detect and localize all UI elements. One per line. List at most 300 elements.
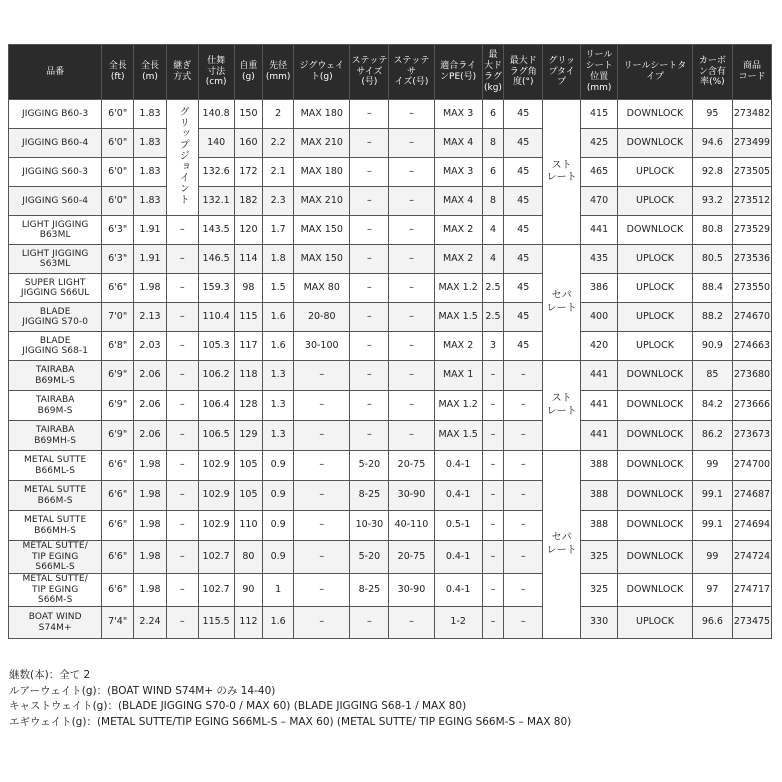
cell-angle: 45 bbox=[504, 274, 543, 303]
cell-joint: – bbox=[166, 274, 198, 303]
cell-tip: 0.9 bbox=[263, 541, 294, 574]
cell-sutte1: – bbox=[350, 303, 389, 332]
cell-code: 273550 bbox=[732, 274, 771, 303]
cell-seat_type: UPLOCK bbox=[618, 158, 693, 187]
cell-tip: 1.3 bbox=[263, 421, 294, 451]
cell-carbon: 97 bbox=[692, 574, 732, 607]
cell-sutte1: 8-25 bbox=[350, 481, 389, 511]
cell-jig: MAX 210 bbox=[294, 129, 350, 158]
cell-jig: 20-80 bbox=[294, 303, 350, 332]
cell-carbon: 99 bbox=[692, 451, 732, 481]
cell-jig: MAX 150 bbox=[294, 216, 350, 245]
cell-weight: 182 bbox=[234, 187, 263, 216]
cell-tip: 2.1 bbox=[263, 158, 294, 187]
cell-m: 1.98 bbox=[134, 481, 167, 511]
cell-jig: MAX 150 bbox=[294, 245, 350, 274]
cell-m: 1.98 bbox=[134, 451, 167, 481]
cell-pe: MAX 1.5 bbox=[434, 303, 482, 332]
table-body bbox=[9, 100, 772, 639]
cell-joint: – bbox=[166, 332, 198, 361]
header-cell: ジグウェイ ト(g) bbox=[294, 45, 350, 100]
table-row bbox=[9, 451, 772, 481]
cell-sutte2: 30-90 bbox=[389, 481, 434, 511]
cell-weight: 172 bbox=[234, 158, 263, 187]
cell-angle: 45 bbox=[504, 303, 543, 332]
cell-sutte2: – bbox=[389, 607, 434, 639]
cell-weight: 105 bbox=[234, 451, 263, 481]
cell-drag: 4 bbox=[482, 216, 504, 245]
cell-tip: 1.3 bbox=[263, 391, 294, 421]
cell-code: 274687 bbox=[732, 481, 771, 511]
header-cell: 品番 bbox=[9, 45, 102, 100]
cell-weight: 129 bbox=[234, 421, 263, 451]
cell-drag: 4 bbox=[482, 245, 504, 274]
table-row bbox=[9, 274, 772, 303]
table-row bbox=[9, 541, 772, 574]
table-row bbox=[9, 216, 772, 245]
table-row bbox=[9, 511, 772, 541]
header-cell: グリッ プタイ プ bbox=[543, 45, 581, 100]
cell-ft: 6'6" bbox=[102, 481, 134, 511]
cell-ft: 6'0" bbox=[102, 187, 134, 216]
cell-m: 1.98 bbox=[134, 274, 167, 303]
cell-seat_pos: 325 bbox=[581, 541, 618, 574]
cell-angle: 45 bbox=[504, 332, 543, 361]
cell-sutte2: – bbox=[389, 129, 434, 158]
spec-table bbox=[8, 44, 772, 639]
cell-close: 132.1 bbox=[198, 187, 234, 216]
cell-tip: 0.9 bbox=[263, 451, 294, 481]
cell-drag: – bbox=[482, 481, 504, 511]
cell-angle: – bbox=[504, 511, 543, 541]
cell-product-name: METAL SUTTE B66MH-S bbox=[9, 511, 102, 541]
cell-drag: – bbox=[482, 607, 504, 639]
cell-sutte2: – bbox=[389, 274, 434, 303]
cell-m: 2.06 bbox=[134, 361, 167, 391]
cell-close: 110.4 bbox=[198, 303, 234, 332]
cell-tip: 1.8 bbox=[263, 245, 294, 274]
header-cell: 仕舞 寸法 (cm) bbox=[198, 45, 234, 100]
cell-sutte1: – bbox=[350, 274, 389, 303]
cell-grip-type-merged: セパ レート bbox=[543, 245, 581, 361]
cell-sutte2: – bbox=[389, 421, 434, 451]
cell-product-name: JIGGING B60-3 bbox=[9, 100, 102, 129]
cell-sutte1: – bbox=[350, 421, 389, 451]
cell-seat_type: UPLOCK bbox=[618, 303, 693, 332]
cell-product-name: BLADE JIGGING S68-1 bbox=[9, 332, 102, 361]
cell-drag: – bbox=[482, 511, 504, 541]
cell-tip: 1.6 bbox=[263, 332, 294, 361]
cell-drag: – bbox=[482, 541, 504, 574]
cell-sutte2: – bbox=[389, 361, 434, 391]
cell-product-name: TAIRABA B69ML-S bbox=[9, 361, 102, 391]
cell-weight: 105 bbox=[234, 481, 263, 511]
cell-joint: – bbox=[166, 481, 198, 511]
cell-seat_pos: 388 bbox=[581, 511, 618, 541]
cell-ft: 6'8" bbox=[102, 332, 134, 361]
cell-product-name: METAL SUTTE B66ML-S bbox=[9, 451, 102, 481]
cell-weight: 110 bbox=[234, 511, 263, 541]
cell-seat_pos: 386 bbox=[581, 274, 618, 303]
cell-sutte1: – bbox=[350, 607, 389, 639]
cell-angle: 45 bbox=[504, 100, 543, 129]
cell-tip: 1.3 bbox=[263, 361, 294, 391]
cell-ft: 6'9" bbox=[102, 391, 134, 421]
cell-m: 1.83 bbox=[134, 129, 167, 158]
cell-seat_type: DOWNLOCK bbox=[618, 361, 693, 391]
cell-joint: – bbox=[166, 303, 198, 332]
header-cell: 適合ライ ンPE(号) bbox=[434, 45, 482, 100]
cell-jig: MAX 180 bbox=[294, 158, 350, 187]
cell-ft: 6'9" bbox=[102, 361, 134, 391]
table-row bbox=[9, 421, 772, 451]
cell-product-name: LIGHT JIGGING S63ML bbox=[9, 245, 102, 274]
cell-joint: – bbox=[166, 216, 198, 245]
header-cell: 先径 (mm) bbox=[263, 45, 294, 100]
cell-carbon: 92.8 bbox=[692, 158, 732, 187]
cell-ft: 7'4" bbox=[102, 607, 134, 639]
cell-seat_type: DOWNLOCK bbox=[618, 481, 693, 511]
cell-jig: – bbox=[294, 361, 350, 391]
cell-tip: 1.6 bbox=[263, 303, 294, 332]
cell-seat_type: DOWNLOCK bbox=[618, 451, 693, 481]
cell-close: 132.6 bbox=[198, 158, 234, 187]
cell-jig: – bbox=[294, 481, 350, 511]
cell-drag: 6 bbox=[482, 100, 504, 129]
cell-code: 274670 bbox=[732, 303, 771, 332]
cell-carbon: 99.1 bbox=[692, 481, 732, 511]
cell-drag: – bbox=[482, 391, 504, 421]
cell-pe: 0.4-1 bbox=[434, 481, 482, 511]
cell-ft: 6'6" bbox=[102, 451, 134, 481]
cell-jig: MAX 180 bbox=[294, 100, 350, 129]
cell-sutte1: – bbox=[350, 391, 389, 421]
cell-seat_type: DOWNLOCK bbox=[618, 541, 693, 574]
cell-carbon: 99 bbox=[692, 541, 732, 574]
cell-code: 273499 bbox=[732, 129, 771, 158]
cell-seat_pos: 435 bbox=[581, 245, 618, 274]
table-row bbox=[9, 574, 772, 607]
cell-seat_type: DOWNLOCK bbox=[618, 100, 693, 129]
cell-product-name: BOAT WIND S74M+ bbox=[9, 607, 102, 639]
cell-pe: MAX 4 bbox=[434, 187, 482, 216]
cell-product-name: JIGGING S60-4 bbox=[9, 187, 102, 216]
cell-angle: – bbox=[504, 541, 543, 574]
header-cell: カーボ ン含有 率(%) bbox=[692, 45, 732, 100]
cell-code: 273680 bbox=[732, 361, 771, 391]
cell-close: 106.4 bbox=[198, 391, 234, 421]
cell-sutte1: – bbox=[350, 129, 389, 158]
cell-pe: 1-2 bbox=[434, 607, 482, 639]
header-cell: ステッテサ イズ(号) bbox=[389, 45, 434, 100]
cell-seat_pos: 465 bbox=[581, 158, 618, 187]
cell-drag: – bbox=[482, 574, 504, 607]
cell-joint: – bbox=[166, 574, 198, 607]
cell-angle: 45 bbox=[504, 216, 543, 245]
cell-angle: – bbox=[504, 421, 543, 451]
cell-carbon: 85 bbox=[692, 361, 732, 391]
cell-jig: MAX 80 bbox=[294, 274, 350, 303]
cell-product-name: SUPER LIGHT JIGGING S66UL bbox=[9, 274, 102, 303]
header-cell: リール シート 位置 (mm) bbox=[581, 45, 618, 100]
cell-code: 273512 bbox=[732, 187, 771, 216]
cell-ft: 6'6" bbox=[102, 274, 134, 303]
cell-code: 273529 bbox=[732, 216, 771, 245]
cell-product-name: METAL SUTTE B66M-S bbox=[9, 481, 102, 511]
cell-m: 1.91 bbox=[134, 245, 167, 274]
cell-angle: – bbox=[504, 391, 543, 421]
cell-seat_pos: 400 bbox=[581, 303, 618, 332]
cell-tip: 2.3 bbox=[263, 187, 294, 216]
cell-carbon: 80.5 bbox=[692, 245, 732, 274]
cell-carbon: 96.6 bbox=[692, 607, 732, 639]
cell-grip-type-merged: セパ レート bbox=[543, 451, 581, 639]
cell-pe: MAX 3 bbox=[434, 158, 482, 187]
cell-m: 2.06 bbox=[134, 391, 167, 421]
cell-carbon: 93.2 bbox=[692, 187, 732, 216]
header-cell: 最大ド ラグ角 度(°) bbox=[504, 45, 543, 100]
cell-carbon: 95 bbox=[692, 100, 732, 129]
cell-jig: – bbox=[294, 451, 350, 481]
cell-pe: MAX 1.2 bbox=[434, 391, 482, 421]
cell-seat_type: DOWNLOCK bbox=[618, 129, 693, 158]
cell-pe: MAX 3 bbox=[434, 100, 482, 129]
table-row bbox=[9, 391, 772, 421]
cell-pe: 0.4-1 bbox=[434, 574, 482, 607]
header-cell: 継ぎ 方式 bbox=[166, 45, 198, 100]
cell-sutte2: – bbox=[389, 100, 434, 129]
cell-product-name: JIGGING B60-4 bbox=[9, 129, 102, 158]
table-row bbox=[9, 481, 772, 511]
cell-seat_pos: 470 bbox=[581, 187, 618, 216]
cell-drag: 8 bbox=[482, 129, 504, 158]
cell-product-name: BLADE JIGGING S70-0 bbox=[9, 303, 102, 332]
cell-close: 102.7 bbox=[198, 541, 234, 574]
cell-seat_pos: 425 bbox=[581, 129, 618, 158]
cell-code: 273475 bbox=[732, 607, 771, 639]
table-row bbox=[9, 158, 772, 187]
cell-close: 102.9 bbox=[198, 481, 234, 511]
cell-seat_type: DOWNLOCK bbox=[618, 574, 693, 607]
table-row bbox=[9, 129, 772, 158]
cell-ft: 6'0" bbox=[102, 158, 134, 187]
cell-close: 105.3 bbox=[198, 332, 234, 361]
table-row bbox=[9, 245, 772, 274]
cell-seat_type: UPLOCK bbox=[618, 245, 693, 274]
cell-pe: MAX 1.2 bbox=[434, 274, 482, 303]
cell-m: 1.91 bbox=[134, 216, 167, 245]
cell-m: 1.83 bbox=[134, 158, 167, 187]
cell-weight: 98 bbox=[234, 274, 263, 303]
cell-jig: – bbox=[294, 541, 350, 574]
cell-angle: – bbox=[504, 361, 543, 391]
cell-sutte1: – bbox=[350, 361, 389, 391]
cell-seat_pos: 330 bbox=[581, 607, 618, 639]
cell-weight: 118 bbox=[234, 361, 263, 391]
cell-close: 140 bbox=[198, 129, 234, 158]
cell-carbon: 86.2 bbox=[692, 421, 732, 451]
cell-carbon: 88.2 bbox=[692, 303, 732, 332]
cell-tip: 1.7 bbox=[263, 216, 294, 245]
cell-m: 2.13 bbox=[134, 303, 167, 332]
cell-ft: 6'3" bbox=[102, 216, 134, 245]
cell-code: 273482 bbox=[732, 100, 771, 129]
cell-sutte1: 10-30 bbox=[350, 511, 389, 541]
cell-ft: 6'6" bbox=[102, 541, 134, 574]
cell-jig: – bbox=[294, 511, 350, 541]
cell-joint-merged bbox=[166, 100, 198, 216]
cell-code: 273666 bbox=[732, 391, 771, 421]
cell-seat_pos: 325 bbox=[581, 574, 618, 607]
cell-close: 143.5 bbox=[198, 216, 234, 245]
cell-weight: 150 bbox=[234, 100, 263, 129]
cell-m: 2.06 bbox=[134, 421, 167, 451]
cell-jig: – bbox=[294, 607, 350, 639]
cell-seat_type: DOWNLOCK bbox=[618, 216, 693, 245]
cell-joint: – bbox=[166, 607, 198, 639]
cell-tip: 1 bbox=[263, 574, 294, 607]
cell-seat_type: DOWNLOCK bbox=[618, 511, 693, 541]
cell-weight: 160 bbox=[234, 129, 263, 158]
cell-m: 1.98 bbox=[134, 511, 167, 541]
cell-sutte1: 5-20 bbox=[350, 541, 389, 574]
cell-pe: 0.4-1 bbox=[434, 451, 482, 481]
header-cell: 商品 コード bbox=[732, 45, 771, 100]
cell-sutte1: 5-20 bbox=[350, 451, 389, 481]
cell-seat_pos: 420 bbox=[581, 332, 618, 361]
cell-angle: – bbox=[504, 451, 543, 481]
cell-grip-type-merged: スト レート bbox=[543, 361, 581, 451]
cell-weight: 115 bbox=[234, 303, 263, 332]
cell-pe: MAX 2 bbox=[434, 245, 482, 274]
header-cell: 自重 (g) bbox=[234, 45, 263, 100]
header-cell: 最 大ド ラグ (kg) bbox=[482, 45, 504, 100]
cell-close: 115.5 bbox=[198, 607, 234, 639]
cell-ft: 6'0" bbox=[102, 100, 134, 129]
cell-sutte2: – bbox=[389, 332, 434, 361]
cell-sutte2: 30-90 bbox=[389, 574, 434, 607]
cell-close: 106.2 bbox=[198, 361, 234, 391]
cell-sutte1: – bbox=[350, 245, 389, 274]
cell-sutte2: – bbox=[389, 391, 434, 421]
cell-tip: 1.6 bbox=[263, 607, 294, 639]
table-row bbox=[9, 332, 772, 361]
cell-close: 102.9 bbox=[198, 511, 234, 541]
cell-joint: – bbox=[166, 391, 198, 421]
cell-product-name: TAIRABA B69MH-S bbox=[9, 421, 102, 451]
cell-angle: – bbox=[504, 607, 543, 639]
cell-m: 1.83 bbox=[134, 100, 167, 129]
cell-drag: – bbox=[482, 421, 504, 451]
cell-pe: 0.5-1 bbox=[434, 511, 482, 541]
cell-seat_pos: 388 bbox=[581, 451, 618, 481]
cell-sutte2: – bbox=[389, 216, 434, 245]
header-cell: 全長 (m) bbox=[134, 45, 167, 100]
cell-product-name: METAL SUTTE/ TIP EGING S66M-S bbox=[9, 574, 102, 607]
cell-carbon: 94.6 bbox=[692, 129, 732, 158]
cell-weight: 120 bbox=[234, 216, 263, 245]
cell-sutte1: – bbox=[350, 216, 389, 245]
cell-sutte2: 40-110 bbox=[389, 511, 434, 541]
cell-sutte1: – bbox=[350, 100, 389, 129]
cell-tip: 2 bbox=[263, 100, 294, 129]
cell-jig: 30-100 bbox=[294, 332, 350, 361]
cell-carbon: 80.8 bbox=[692, 216, 732, 245]
cell-ft: 6'3" bbox=[102, 245, 134, 274]
table-row bbox=[9, 187, 772, 216]
cell-jig: – bbox=[294, 421, 350, 451]
cell-sutte1: 8-25 bbox=[350, 574, 389, 607]
cell-angle: 45 bbox=[504, 158, 543, 187]
cell-ft: 6'6" bbox=[102, 574, 134, 607]
cell-weight: 117 bbox=[234, 332, 263, 361]
cell-pe: MAX 1.5 bbox=[434, 421, 482, 451]
table-row bbox=[9, 607, 772, 639]
table-row bbox=[9, 303, 772, 332]
cell-joint: – bbox=[166, 451, 198, 481]
cell-weight: 112 bbox=[234, 607, 263, 639]
cell-sutte2: – bbox=[389, 245, 434, 274]
cell-code: 274724 bbox=[732, 541, 771, 574]
cell-close: 140.8 bbox=[198, 100, 234, 129]
cell-product-name: LIGHT JIGGING B63ML bbox=[9, 216, 102, 245]
table-row bbox=[9, 361, 772, 391]
cell-sutte1: – bbox=[350, 158, 389, 187]
joint-type-label: グリップジョイント bbox=[177, 105, 189, 205]
cell-angle: – bbox=[504, 574, 543, 607]
cell-carbon: 90.9 bbox=[692, 332, 732, 361]
cell-ft: 6'0" bbox=[102, 129, 134, 158]
cell-seat_type: DOWNLOCK bbox=[618, 391, 693, 421]
cell-seat_type: DOWNLOCK bbox=[618, 421, 693, 451]
cell-sutte2: 20-75 bbox=[389, 541, 434, 574]
cell-close: 102.9 bbox=[198, 451, 234, 481]
cell-joint: – bbox=[166, 541, 198, 574]
cell-pe: MAX 1 bbox=[434, 361, 482, 391]
cell-tip: 0.9 bbox=[263, 481, 294, 511]
cell-m: 1.98 bbox=[134, 541, 167, 574]
cell-drag: 2.5 bbox=[482, 303, 504, 332]
cell-close: 102.7 bbox=[198, 574, 234, 607]
note-lure-weight: ルアーウェイト(g)：(BOAT WIND S74M+ のみ 14-40) bbox=[9, 684, 276, 697]
header-cell: 全長 (ft) bbox=[102, 45, 134, 100]
cell-code: 273673 bbox=[732, 421, 771, 451]
cell-angle: – bbox=[504, 481, 543, 511]
cell-ft: 7'0" bbox=[102, 303, 134, 332]
cell-drag: 3 bbox=[482, 332, 504, 361]
cell-code: 273536 bbox=[732, 245, 771, 274]
cell-code: 274663 bbox=[732, 332, 771, 361]
cell-m: 1.83 bbox=[134, 187, 167, 216]
cell-joint: – bbox=[166, 245, 198, 274]
cell-code: 274700 bbox=[732, 451, 771, 481]
cell-seat_type: UPLOCK bbox=[618, 187, 693, 216]
cell-seat_pos: 441 bbox=[581, 391, 618, 421]
cell-tip: 1.5 bbox=[263, 274, 294, 303]
cell-carbon: 84.2 bbox=[692, 391, 732, 421]
cell-seat_pos: 388 bbox=[581, 481, 618, 511]
cell-carbon: 88.4 bbox=[692, 274, 732, 303]
cell-seat_type: UPLOCK bbox=[618, 274, 693, 303]
cell-carbon: 99.1 bbox=[692, 511, 732, 541]
cell-sutte1: – bbox=[350, 332, 389, 361]
cell-product-name: METAL SUTTE/ TIP EGING S66ML-S bbox=[9, 541, 102, 574]
cell-ft: 6'6" bbox=[102, 511, 134, 541]
cell-weight: 114 bbox=[234, 245, 263, 274]
cell-m: 2.24 bbox=[134, 607, 167, 639]
cell-grip-type-merged: スト レート bbox=[543, 100, 581, 245]
header-cell: ステッテ サイズ (号) bbox=[350, 45, 389, 100]
